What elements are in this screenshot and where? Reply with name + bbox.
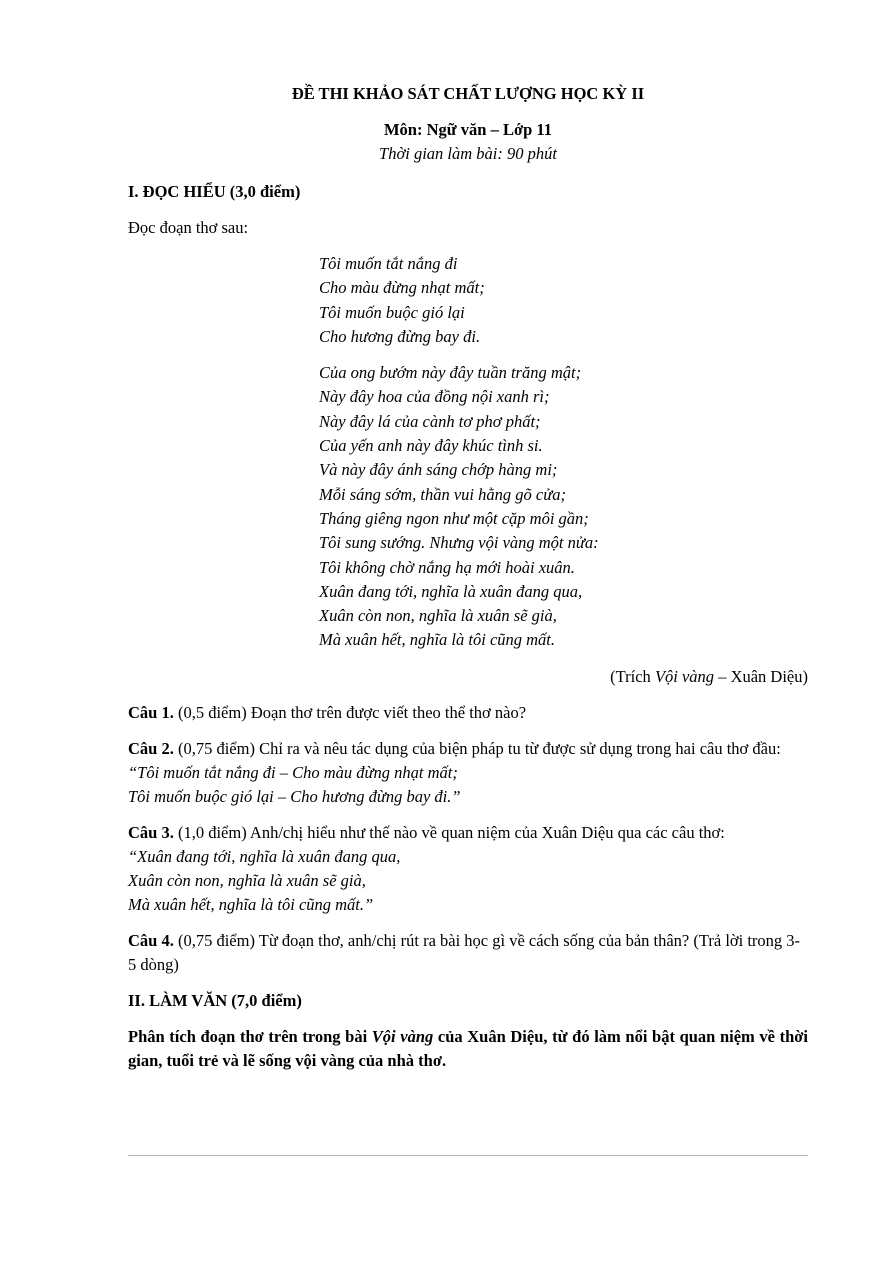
exam-page: [128, 82, 808, 1073]
poem-line: Tôi muốn buộc gió lại: [319, 302, 465, 322]
question-4-text: (0,75 điểm) Từ đoạn thơ, anh/chị rút ra bài học gì về cách sống của bản thân? (Trả lời trong 3-5 dòng): [128, 930, 801, 974]
question-2-label: Câu 2.: [128, 738, 174, 758]
question-2-text: (0,75 điểm) Chỉ ra và nêu tác dụng của biện pháp tu từ được sử dụng trong hai câu thơ đầu:: [173, 738, 781, 758]
exam-subject: Môn: Ngữ văn – Lớp 11: [383, 120, 553, 139]
writing-task: [128, 1025, 808, 1073]
writing-task-work-title: Vội vàng: [371, 1026, 434, 1046]
poem-line: Và này đây ánh sáng chớp hàng mi;: [319, 460, 558, 480]
reading-intro: Đọc đoạn thơ sau:: [128, 218, 249, 237]
question-3-label: Câu 3.: [128, 822, 174, 842]
writing-task-part1: Phân tích đoạn thơ trên trong bài: [128, 1026, 372, 1046]
poem-line: Này đây hoa của đồng nội xanh rì;: [319, 387, 550, 407]
question-1-label: Câu 1.: [128, 702, 174, 722]
poem-source: [128, 665, 808, 689]
poem-stanza-1: [319, 252, 808, 349]
exam-time: Thời gian làm bài: 90 phút: [379, 144, 557, 163]
poem-line: Tôi không chờ nắng hạ mới hoài xuân.: [319, 557, 575, 577]
source-suffix: – Xuân Diệu): [714, 666, 808, 686]
poem-line: Của ong bướm này đây tuần trăng mật;: [319, 363, 582, 383]
poem-excerpt: [319, 252, 808, 653]
section-writing-heading: II. LÀM VĂN (7,0 điểm): [128, 990, 302, 1010]
footer-divider: [128, 1155, 808, 1156]
source-work-title: Vội vàng: [654, 666, 715, 686]
source-prefix: (Trích: [610, 666, 655, 686]
poem-line: Này đây lá của cành tơ phơ phất;: [319, 411, 541, 431]
question-1: [128, 701, 808, 725]
poem-line: Tháng giêng ngon như một cặp môi gần;: [319, 508, 589, 528]
question-1-text: (0,5 điểm) Đoạn thơ trên được viết theo thể thơ nào?: [173, 702, 527, 722]
question-3-quote-line: “Xuân đang tới, nghĩa là xuân đang qua,: [128, 846, 401, 866]
question-2-quote-line: “Tôi muốn tắt nắng đi – Cho màu đừng nhạt mất;: [128, 762, 458, 782]
poem-line: Mà xuân hết, nghĩa là tôi cũng mất.: [319, 630, 556, 650]
question-3-quote-line: Mà xuân hết, nghĩa là tôi cũng mất.”: [128, 894, 374, 914]
question-2: [128, 737, 808, 809]
question-3: [128, 821, 808, 917]
question-4: [128, 929, 808, 977]
poem-line: Của yến anh này đây khúc tình si.: [319, 436, 543, 456]
exam-title: ĐỀ THI KHẢO SÁT CHẤT LƯỢNG HỌC KỲ II: [291, 84, 645, 103]
poem-stanza-2: [319, 361, 808, 653]
question-4-label: Câu 4.: [128, 930, 174, 950]
poem-line: Xuân còn non, nghĩa là xuân sẽ già,: [319, 606, 557, 626]
writing-task-part2: của Xuân Diệu, từ đó làm nổi bật quan niệm về thời gian, tuổi trẻ và lẽ sống vội vàng của nhà thơ.: [128, 1026, 809, 1070]
poem-line: Tôi muốn tắt nắng đi: [319, 254, 458, 273]
question-2-quote-line: Tôi muốn buộc gió lại – Cho hương đừng bay đi.”: [128, 786, 461, 806]
poem-line: Mỗi sáng sớm, thần vui hằng gõ cửa;: [319, 484, 566, 504]
question-3-quote-line: Xuân còn non, nghĩa là xuân sẽ già,: [128, 870, 366, 890]
poem-line: Tôi sung sướng. Nhưng vội vàng một nửa:: [319, 533, 599, 553]
question-3-text: (1,0 điểm) Anh/chị hiểu như thế nào về quan niệm của Xuân Diệu qua các câu thơ:: [173, 822, 725, 842]
poem-line: Cho hương đừng bay đi.: [319, 326, 481, 346]
section-reading-heading: I. ĐỌC HIỂU (3,0 điểm): [128, 182, 301, 201]
poem-line: Xuân đang tới, nghĩa là xuân đang qua,: [319, 581, 583, 601]
poem-line: Cho màu đừng nhạt mất;: [319, 278, 485, 298]
